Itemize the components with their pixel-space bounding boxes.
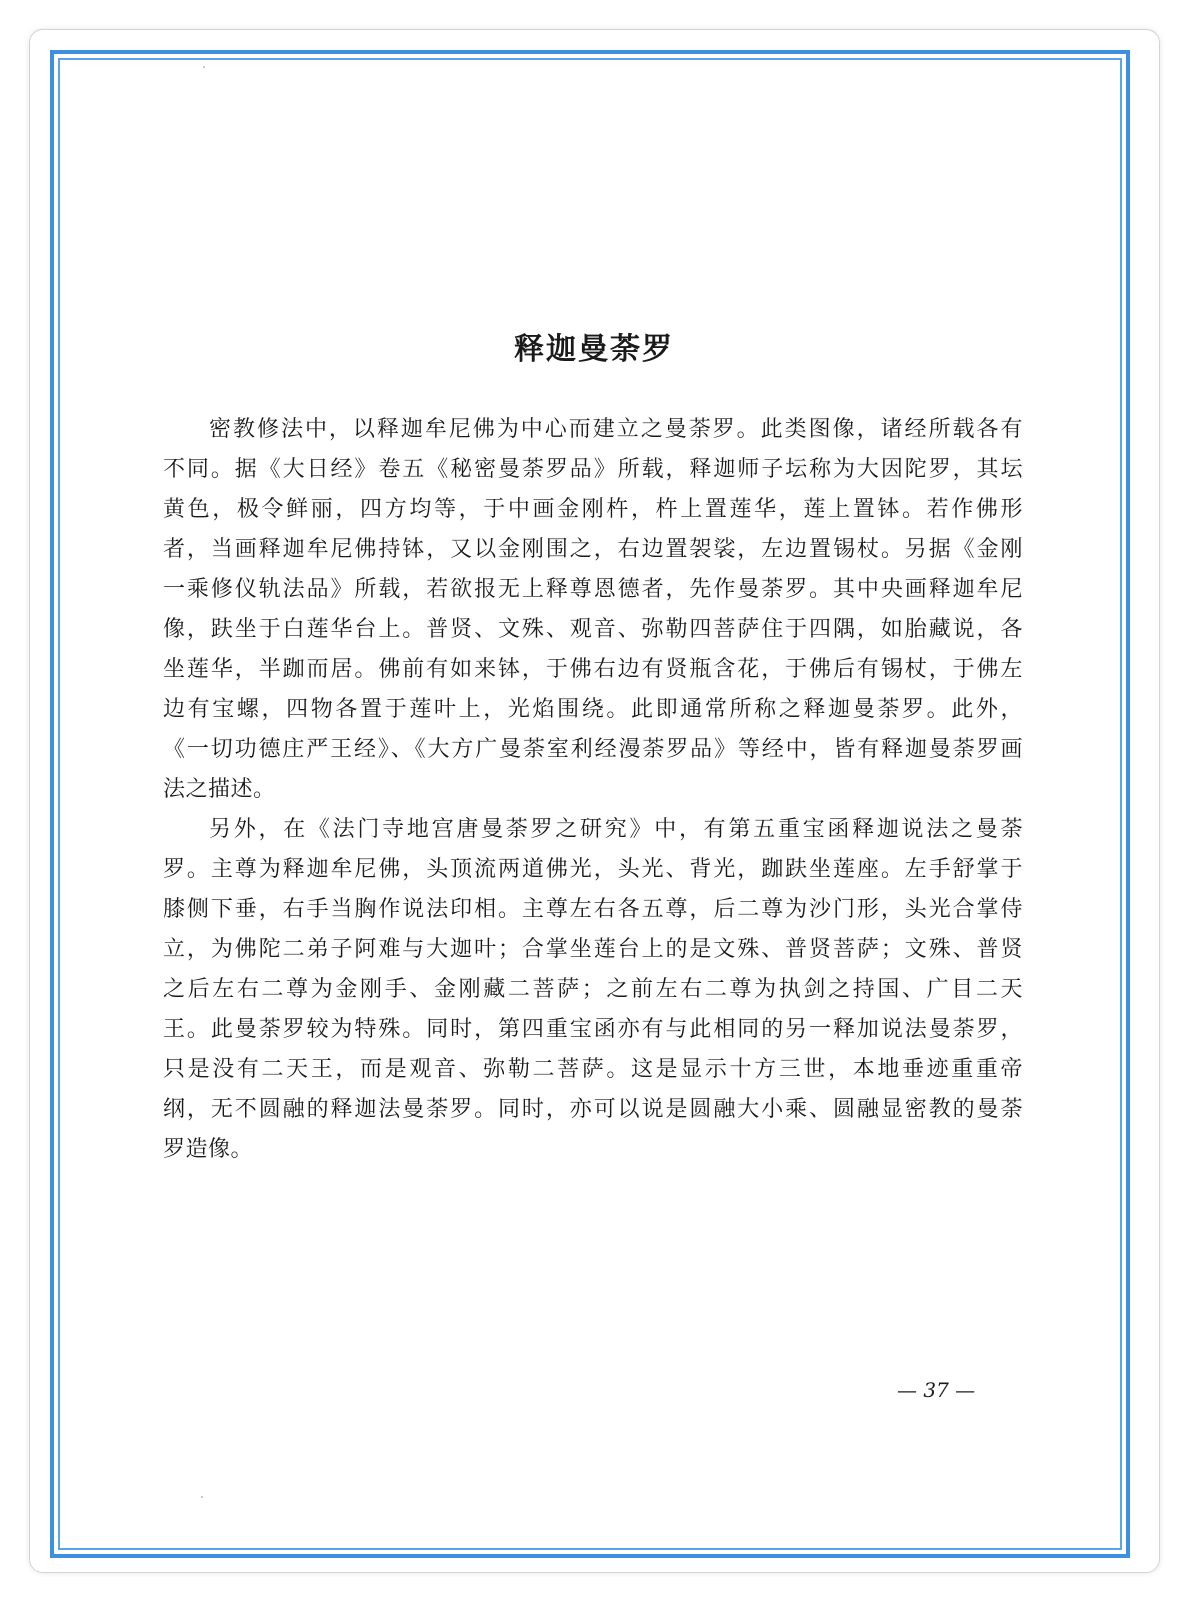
text-line: 另外，在《法门寺地宫唐曼荼罗之研究》中，有第五重宝函释迦说法之曼荼 <box>209 817 1023 842</box>
text-line: 一乘修仪轨法品》所载，若欲报无上释尊恩德者，先作曼荼罗。其中央画释迦牟尼 <box>163 577 1023 602</box>
text-line: 黄色，极令鲜丽，四方均等，于中画金刚杵，杵上置莲华，莲上置钵。若作佛形 <box>163 497 1023 522</box>
text-line: 法之描述。 <box>163 777 276 802</box>
text-line: 罗造像。 <box>163 1137 254 1162</box>
text-line: 纲，无不圆融的释迦法曼荼罗。同时，亦可以说是圆融大小乘、圆融显密教的曼荼 <box>163 1097 1023 1122</box>
text-line: 者，当画释迦牟尼佛持钵，又以金刚围之，右边置袈裟，左边置锡杖。另据《金刚 <box>163 537 1023 562</box>
scan-speck <box>201 1496 203 1498</box>
text-line: 坐莲华，半跏而居。佛前有如来钵，于佛右边有贤瓶含花，于佛后有锡杖，于佛左 <box>163 657 1023 682</box>
page-number: — 37 — <box>897 1378 976 1402</box>
text-line: 罗。主尊为释迦牟尼佛，头顶流两道佛光，头光、背光，跏趺坐莲座。左手舒掌于 <box>163 857 1023 882</box>
page-title: 释迦曼荼罗 <box>514 332 674 367</box>
paragraph-1 <box>163 410 1023 810</box>
text-line: 立，为佛陀二弟子阿难与大迦叶；合掌坐莲台上的是文殊、普贤菩萨；文殊、普贤 <box>163 937 1023 962</box>
text-line: 《一切功德庄严王经》、《大方广曼荼室利经漫荼罗品》等经中，皆有释迦曼荼罗画 <box>163 737 1023 762</box>
paragraph-2 <box>163 810 1023 1170</box>
text-line: 边有宝螺，四物各置于莲叶上，光焰围绕。此即通常所称之释迦曼荼罗。此外， <box>163 697 1023 722</box>
text-line: 膝侧下垂，右手当胸作说法印相。主尊左右各五尊，后二尊为沙门形，头光合掌侍 <box>163 897 1023 922</box>
scan-speck <box>203 66 205 68</box>
text-line: 密教修法中，以释迦牟尼佛为中心而建立之曼荼罗。此类图像，诸经所载各有 <box>209 417 1023 442</box>
text-line: 不同。据《大日经》卷五《秘密曼荼罗品》所载，释迦师子坛称为大因陀罗，其坛 <box>163 457 1023 482</box>
text-line: 像，趺坐于白莲华台上。普贤、文殊、观音、弥勒四菩萨住于四隅，如胎藏说，各 <box>163 617 1023 642</box>
text-line: 王。此曼荼罗较为特殊。同时，第四重宝函亦有与此相同的另一释加说法曼荼罗， <box>163 1017 1023 1042</box>
text-line: 只是没有二天王，而是观音、弥勒二菩萨。这是显示十方三世，本地垂迹重重帝 <box>163 1057 1023 1082</box>
body-text <box>163 410 1023 1170</box>
text-line: 之后左右二尊为金刚手、金刚藏二菩萨；之前左右二尊为执剑之持国、广目二天 <box>163 977 1023 1002</box>
